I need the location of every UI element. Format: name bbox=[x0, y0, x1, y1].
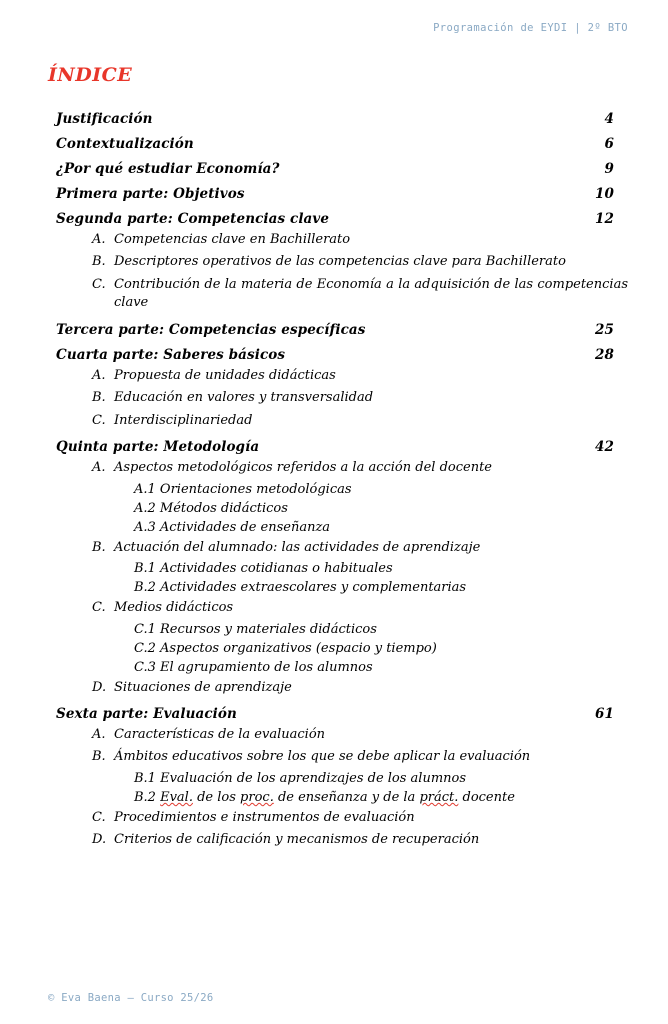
toc-entry-label: Tercera parte: Competencias específicas bbox=[56, 321, 366, 338]
toc-entry-label: Quinta parte: Metodología bbox=[56, 439, 260, 456]
toc-entry[interactable] bbox=[56, 347, 628, 363]
toc-entry-label: C.2 Aspectos organizativos (espacio y tiempo) bbox=[134, 640, 437, 656]
toc-entry[interactable] bbox=[56, 111, 628, 127]
toc-entry-page-number: 61 bbox=[595, 705, 614, 722]
spellcheck-word: Eval. bbox=[160, 789, 193, 805]
toc-entry-label: Educación en valores y transversalidad bbox=[114, 390, 374, 406]
toc-entry-label: ¿Por qué estudiar Economía? bbox=[56, 161, 280, 177]
toc-entry-label: Actuación del alumnado: las actividades de aprendizaje bbox=[114, 539, 481, 555]
toc-entry[interactable] bbox=[56, 136, 628, 152]
toc-entry-label: Situaciones de aprendizaje bbox=[114, 679, 292, 695]
toc-entry-label: B.2 Actividades extraescolares y complementarias bbox=[134, 580, 467, 596]
toc-entry[interactable] bbox=[56, 439, 628, 455]
toc-entry[interactable] bbox=[56, 580, 628, 595]
toc-entry-page-number: 6 bbox=[604, 136, 614, 152]
toc-entry[interactable] bbox=[56, 726, 628, 744]
toc-entry-label: A.3 Actividades de enseñanza bbox=[134, 519, 331, 535]
toc-entry-label: Justificación bbox=[56, 111, 153, 127]
toc-entry-marker: A. bbox=[92, 232, 106, 247]
toc-entry[interactable] bbox=[56, 660, 628, 675]
toc-entry[interactable] bbox=[56, 253, 628, 271]
toc-entry[interactable] bbox=[56, 367, 628, 385]
toc-entry-marker: B. bbox=[92, 539, 106, 555]
toc-entry-marker: A. bbox=[92, 367, 106, 383]
toc-entry-label: Contextualización bbox=[56, 136, 194, 152]
toc-entry[interactable] bbox=[56, 322, 628, 338]
spellcheck-word: práct. bbox=[419, 789, 459, 805]
toc-entry-label: B.2 Eval. de los proc. de enseñanza y de la práct. docente bbox=[134, 789, 515, 805]
toc-entry-label: B.1 Evaluación de los aprendizajes de los alumnos bbox=[134, 770, 467, 786]
toc-entry-label: Cuarta parte: Saberes básicos bbox=[56, 346, 286, 363]
toc-entry-label: C.3 El agrupamiento de los alumnos bbox=[134, 659, 373, 675]
toc-entry-page-number: 10 bbox=[595, 186, 614, 202]
toc-entry-label: Competencias clave en Bachillerato bbox=[114, 232, 351, 247]
toc-entry[interactable] bbox=[56, 679, 628, 697]
toc-entry-page-number: 42 bbox=[595, 439, 614, 456]
toc-entry[interactable] bbox=[56, 831, 628, 849]
toc-entry-marker: D. bbox=[92, 832, 107, 848]
toc-entry[interactable] bbox=[56, 501, 628, 516]
toc-entry[interactable] bbox=[56, 641, 628, 656]
toc-entry[interactable] bbox=[56, 520, 628, 535]
toc-entry-label: Sexta parte: Evaluación bbox=[56, 705, 237, 722]
toc-entry-label: Medios didácticos bbox=[114, 600, 234, 616]
toc-entry-label: Ámbitos educativos sobre los que se debe aplicar la evaluación bbox=[114, 749, 531, 765]
toc-entry[interactable] bbox=[56, 276, 628, 313]
toc-entry-marker: D. bbox=[92, 679, 107, 695]
toc-entry-label: Contribución de la materia de Economía a la adquisición de las competencias clave bbox=[114, 276, 628, 311]
toc-entry-marker: C. bbox=[92, 600, 106, 616]
toc-entry[interactable] bbox=[56, 231, 628, 249]
toc-entry-label: Aspectos metodológicos referidos a la acción del docente bbox=[114, 460, 492, 476]
page-title: ÍNDICE bbox=[48, 64, 133, 86]
toc-entry[interactable] bbox=[56, 809, 628, 827]
toc-entry-page-number: 9 bbox=[604, 161, 614, 177]
toc-entry[interactable] bbox=[56, 186, 628, 202]
toc-entry-label: Características de la evaluación bbox=[114, 726, 326, 742]
toc-entry[interactable] bbox=[56, 482, 628, 497]
toc-entry-label: C.1 Recursos y materiales didácticos bbox=[134, 621, 377, 637]
toc-entry-label: Segunda parte: Competencias clave bbox=[56, 211, 330, 227]
toc-entry-label: Descriptores operativos de las competencias clave para Bachillerato bbox=[114, 254, 566, 270]
toc-entry[interactable] bbox=[56, 771, 628, 786]
toc-entry-marker: B. bbox=[92, 749, 106, 765]
toc-entry-marker: C. bbox=[92, 276, 106, 292]
toc-entry[interactable] bbox=[56, 211, 628, 227]
toc-entry-marker: B. bbox=[92, 390, 106, 406]
toc-entry-page-number: 25 bbox=[595, 321, 614, 338]
toc-entry-marker: A. bbox=[92, 726, 106, 742]
toc-entry[interactable] bbox=[56, 412, 628, 430]
toc-entry[interactable] bbox=[56, 622, 628, 637]
toc-entry-page-number: 28 bbox=[595, 346, 614, 363]
toc-entry[interactable] bbox=[56, 161, 628, 177]
toc-entry-marker: C. bbox=[92, 412, 106, 428]
spellcheck-word: proc. bbox=[240, 789, 274, 805]
toc-entry[interactable] bbox=[56, 748, 628, 766]
toc-entry-marker: B. bbox=[92, 254, 106, 270]
toc-entry-label: Propuesta de unidades didácticas bbox=[114, 367, 336, 383]
toc-entry-page-number: 4 bbox=[604, 111, 614, 127]
page-footer: © Eva Baena — Curso 25/26 bbox=[48, 992, 214, 1004]
toc-entry[interactable] bbox=[56, 459, 628, 477]
toc-entry-label: Procedimientos e instrumentos de evaluación bbox=[114, 809, 415, 825]
toc-entry[interactable] bbox=[56, 561, 628, 576]
toc-entry[interactable] bbox=[56, 706, 628, 722]
toc-entry[interactable] bbox=[56, 790, 628, 805]
toc-entry-label: A.2 Métodos didácticos bbox=[134, 500, 288, 516]
toc-entry[interactable] bbox=[56, 539, 628, 557]
toc-entry-label: A.1 Orientaciones metodológicas bbox=[134, 481, 352, 497]
toc-entry-label: Primera parte: Objetivos bbox=[56, 186, 245, 202]
toc-entry[interactable] bbox=[56, 599, 628, 617]
toc-entry[interactable] bbox=[56, 389, 628, 407]
toc-entry-label: Criterios de calificación y mecanismos de recuperación bbox=[114, 832, 480, 848]
toc-entry-label: Interdisciplinariedad bbox=[114, 412, 253, 428]
toc-entry-marker: A. bbox=[92, 460, 106, 476]
toc-entry-page-number: 12 bbox=[595, 211, 614, 227]
table-of-contents bbox=[48, 102, 628, 982]
page-header: Programación de EYDI | 2º BTO bbox=[433, 22, 628, 34]
toc-entry-marker: C. bbox=[92, 809, 106, 825]
toc-entry-label: B.1 Actividades cotidianas o habituales bbox=[134, 561, 393, 577]
